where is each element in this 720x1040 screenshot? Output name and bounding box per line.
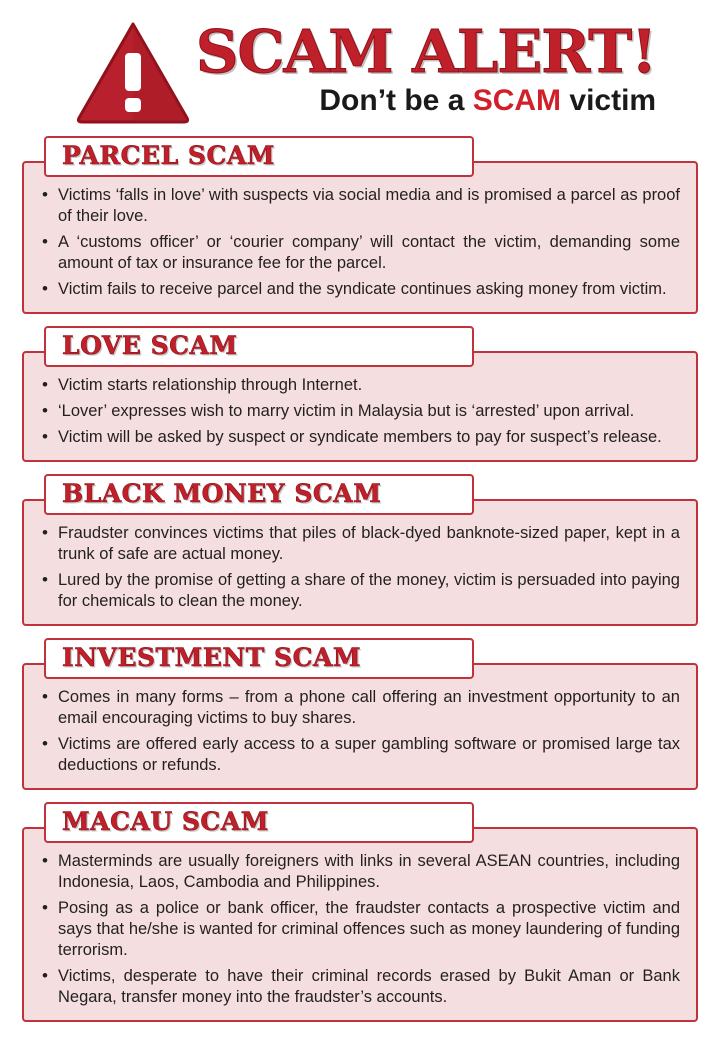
scam-section <box>22 638 698 790</box>
list-item: • Masterminds are usually foreigners with links in several ASEAN countries, including Indonesia, Laos, Cambodia and Philippines. <box>40 851 680 893</box>
list-item: • Victims, desperate to have their criminal records erased by Bukit Aman or Bank Negara, transfer money into the fraudster’s accounts. <box>40 966 680 1008</box>
bullet-list <box>40 851 680 1008</box>
section-body <box>22 351 698 462</box>
page-subtitle <box>196 84 656 118</box>
section-heading-label: PARCEL SCAM <box>62 141 275 170</box>
section-heading-black-money-scam <box>44 474 474 515</box>
warning-triangle-exclamation-icon <box>74 20 192 124</box>
subtitle-accent: SCAM <box>472 84 562 117</box>
section-heading-macau-scam <box>44 802 474 843</box>
section-heading-label: BLACK MONEY SCAM <box>62 479 382 508</box>
section-body <box>22 499 698 626</box>
subtitle-after: victim <box>561 84 657 117</box>
poster-header <box>22 18 698 130</box>
list-item: • ‘Lover’ expresses wish to marry victim in Malaysia but is ‘arrested’ upon arrival. <box>40 401 680 422</box>
section-body <box>22 663 698 790</box>
list-item: • A ‘customs officer’ or ‘courier company’ will contact the victim, demanding some amount of tax or insurance fee for the parcel. <box>40 232 680 274</box>
list-item: • Victims are offered early access to a super gambling software or promised large tax deductions or refunds. <box>40 734 680 776</box>
bullet-list <box>40 687 680 776</box>
list-item: • Fraudster convinces victims that piles of black-dyed banknote-sized paper, kept in a trunk of safe are actual money. <box>40 523 680 565</box>
section-heading-label: LOVE SCAM <box>62 331 238 360</box>
bullet-list <box>40 523 680 612</box>
list-item: • Victim fails to receive parcel and the syndicate continues asking money from victim. <box>40 279 680 300</box>
section-heading-label: INVESTMENT SCAM <box>62 643 362 672</box>
list-item: • Victim starts relationship through Internet. <box>40 375 680 396</box>
list-item: • Comes in many forms – from a phone call offering an investment opportunity to an email encouraging victims to buy shares. <box>40 687 680 729</box>
scam-section <box>22 136 698 314</box>
list-item: • Posing as a police or bank officer, the fraudster contacts a prospective victim and says that he/she is wanted for criminal offences such as money laundering of funding terrorism. <box>40 898 680 961</box>
section-body <box>22 827 698 1022</box>
header-text-block <box>195 17 657 118</box>
section-heading-investment-scam <box>44 638 474 679</box>
section-body <box>22 161 698 314</box>
section-heading-label: MACAU SCAM <box>62 807 269 836</box>
list-item: • Victim will be asked by suspect or syndicate members to pay for suspect’s release. <box>40 427 680 448</box>
scam-sections <box>22 136 698 1022</box>
section-heading-parcel-scam <box>44 136 474 177</box>
section-heading-love-scam <box>44 326 474 367</box>
page-title: SCAM ALERT! <box>195 17 657 86</box>
subtitle-before: Don’t be a <box>319 84 473 117</box>
bullet-list <box>40 375 680 448</box>
scam-section <box>22 802 698 1022</box>
scam-section <box>22 326 698 462</box>
list-item: • Lured by the promise of getting a share of the money, victim is persuaded into paying for chemicals to clean the money. <box>40 570 680 612</box>
scam-section <box>22 474 698 626</box>
bullet-list <box>40 185 680 300</box>
list-item: • Victims ‘falls in love’ with suspects via social media and is promised a parcel as proof of their love. <box>40 185 680 227</box>
